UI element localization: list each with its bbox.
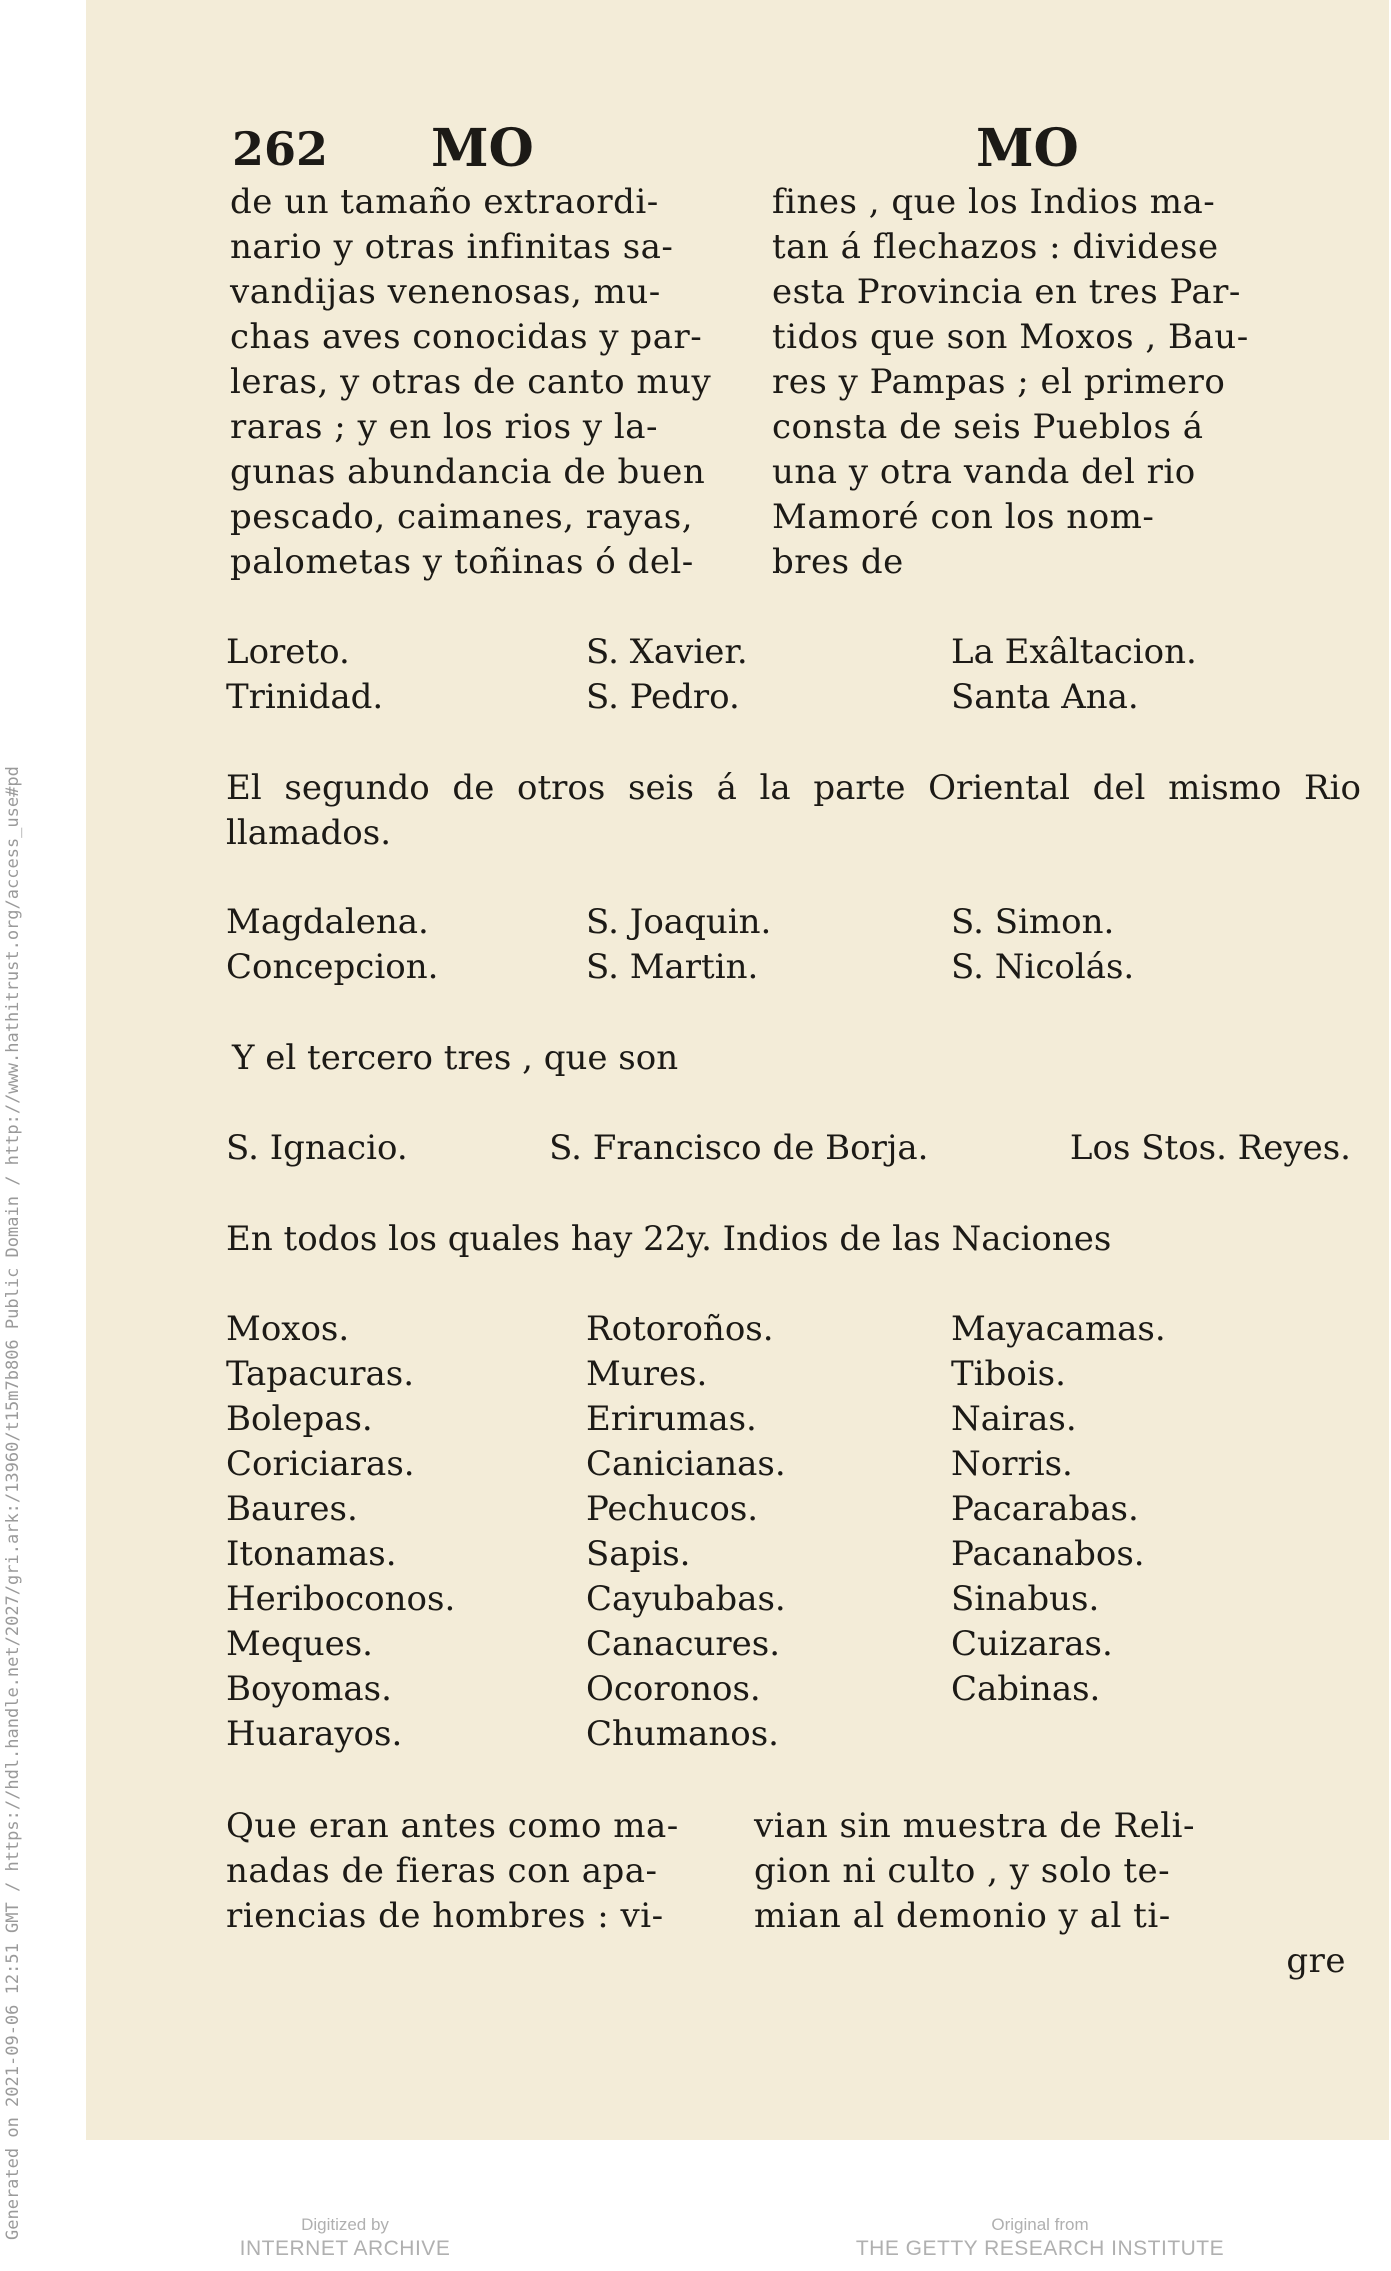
list-item: Pacarabas. [951, 1489, 1139, 1529]
text-line: esta Provincia en tres Par- [772, 272, 1241, 312]
paragraph-second: El segundo de otros seis á la parte Oriental del mismo Rio llamados. [226, 768, 1361, 853]
list-item: Ocoronos. [586, 1669, 761, 1709]
text-line: raras ; y en los rios y la- [230, 407, 659, 447]
list-item: Norris. [951, 1444, 1073, 1484]
text-line: fines , que los Indios ma- [772, 182, 1216, 222]
list-item: S. Simon. [951, 902, 1115, 942]
text-line: mian al demonio y al ti- [754, 1896, 1171, 1936]
text-line: vian sin muestra de Reli- [754, 1806, 1195, 1846]
list-item: Heriboconos. [226, 1579, 456, 1619]
text-line: de un tamaño extraordi- [230, 182, 659, 222]
page-number: 262 [232, 122, 329, 176]
list-item: Santa Ana. [951, 677, 1139, 717]
list-item: Mures. [586, 1354, 708, 1394]
list-row [226, 1352, 1366, 1397]
running-head-left: MO [431, 118, 534, 179]
list-item: Loreto. [226, 632, 350, 672]
list-item: S. Xavier. [586, 632, 748, 672]
side-note [2, 766, 52, 2250]
town-list-third [226, 1126, 1351, 1171]
list-item: Boyomas. [226, 1669, 392, 1709]
closing-column-right [754, 1804, 1346, 1984]
text-line: tan á flechazos : dividese [772, 227, 1219, 267]
list-item: Trinidad. [226, 677, 384, 717]
list-row [226, 1532, 1366, 1577]
list-item: Cayubabas. [586, 1579, 786, 1619]
list-row [226, 675, 1366, 720]
closing-column-left [226, 1804, 806, 1939]
list-item: Itonamas. [226, 1534, 397, 1574]
text-line: consta de seis Pueblos á [772, 407, 1204, 447]
list-item: Sinabus. [951, 1579, 1100, 1619]
text-line: palometas y toñinas ó del- [230, 542, 694, 582]
text-line: gre [1286, 1941, 1346, 1981]
list-row [226, 900, 1366, 945]
list-item: Magdalena. [226, 902, 429, 942]
list-item: Canicianas. [586, 1444, 786, 1484]
list-row [226, 1577, 1366, 1622]
list-item: Tibois. [951, 1354, 1066, 1394]
list-row [226, 1307, 1366, 1352]
list-item: Huarayos. [226, 1714, 403, 1754]
list-item: Canacures. [586, 1624, 781, 1664]
list-item: S. Martin. [586, 947, 759, 987]
source-name: THE GETTY RESEARCH INSTITUTE [855, 2237, 1225, 2260]
digitizer-name: INTERNET ARCHIVE [239, 2237, 451, 2260]
list-item: La Exâltacion. [951, 632, 1197, 672]
text-line: res y Pampas ; el primero [772, 362, 1226, 402]
text-line: vandijas venenosas, mu- [230, 272, 661, 312]
list-row [226, 1712, 1366, 1757]
text-line: gunas abundancia de buen [230, 452, 706, 492]
text-line: chas aves conocidas y par- [230, 317, 703, 357]
text-line: pescado, caimanes, rayas, [230, 497, 694, 537]
list-item: Meques. [226, 1624, 373, 1664]
side-note-text: Generated on 2021-09-06 12:51 GMT / https://hdl.handle.net/2027/gri.ark:/13960/t15m7b806 Public Domain / http://www.hathitrust.org/access_use#pd [3, 766, 23, 2240]
text-line: bres de [772, 542, 904, 582]
text-line: tidos que son Moxos , Bau- [772, 317, 1249, 357]
text-line: leras, y otras de canto muy [230, 362, 712, 402]
text-line: gion ni culto , y solo te- [754, 1851, 1171, 1891]
list-row [226, 1487, 1366, 1532]
list-item: Moxos. [226, 1309, 350, 1349]
text-column-right [772, 180, 1357, 585]
paragraph-third: Y el tercero tres , que son [232, 1038, 679, 1078]
list-item: Erirumas. [586, 1399, 757, 1439]
text-line: nadas de fieras con apa- [226, 1851, 658, 1891]
list-item: S. Pedro. [586, 677, 740, 717]
text-line: nario y otras infinitas sa- [230, 227, 674, 267]
list-item: Bolepas. [226, 1399, 373, 1439]
list-item: S. Ignacio. [226, 1128, 408, 1168]
list-item [951, 1712, 1351, 1757]
original-from-label: Original from [991, 2215, 1089, 2234]
list-item: Mayacamas. [951, 1309, 1166, 1349]
footer-original [850, 2214, 1230, 2262]
digitized-by-label: Digitized by [301, 2215, 389, 2234]
list-item: Rotoroños. [586, 1309, 774, 1349]
text-line: Mamoré con los nom- [772, 497, 1155, 537]
paragraph-fourth: En todos los quales hay 22y. Indios de las Naciones [226, 1219, 1112, 1259]
list-item: Pacanabos. [951, 1534, 1145, 1574]
list-row [226, 945, 1366, 990]
list-item: S. Nicolás. [951, 947, 1135, 987]
page-header [86, 118, 1389, 188]
list-item: Baures. [226, 1489, 358, 1529]
list-item: Cuizaras. [951, 1624, 1113, 1664]
town-list-first [226, 630, 1366, 720]
text-line: una y otra vanda del rio [772, 452, 1196, 492]
list-item: Pechucos. [586, 1489, 759, 1529]
text-column-left [230, 180, 735, 585]
list-row [226, 1667, 1366, 1712]
list-item: Sapis. [586, 1534, 691, 1574]
book-page [86, 0, 1389, 2140]
list-item: S. Francisco de Borja. [549, 1128, 929, 1168]
text-line: riencias de hombres : vi- [226, 1896, 664, 1936]
nations-list [226, 1307, 1366, 1757]
list-item: S. Joaquin. [586, 902, 772, 942]
town-list-second [226, 900, 1366, 990]
footer-digitized [230, 2214, 460, 2262]
list-item: Coriciaras. [226, 1444, 415, 1484]
list-item: Cabinas. [951, 1669, 1101, 1709]
list-row [226, 1397, 1366, 1442]
text-line: Que eran antes como ma- [226, 1806, 679, 1846]
list-row [226, 630, 1366, 675]
list-row [226, 1442, 1366, 1487]
running-head-right: MO [976, 118, 1079, 179]
list-item: Chumanos. [586, 1714, 779, 1754]
list-row [226, 1622, 1366, 1667]
list-item: Los Stos. Reyes. [1069, 1128, 1351, 1168]
list-item: Nairas. [951, 1399, 1077, 1439]
list-item: Concepcion. [226, 947, 439, 987]
list-item: Tapacuras. [226, 1354, 415, 1394]
